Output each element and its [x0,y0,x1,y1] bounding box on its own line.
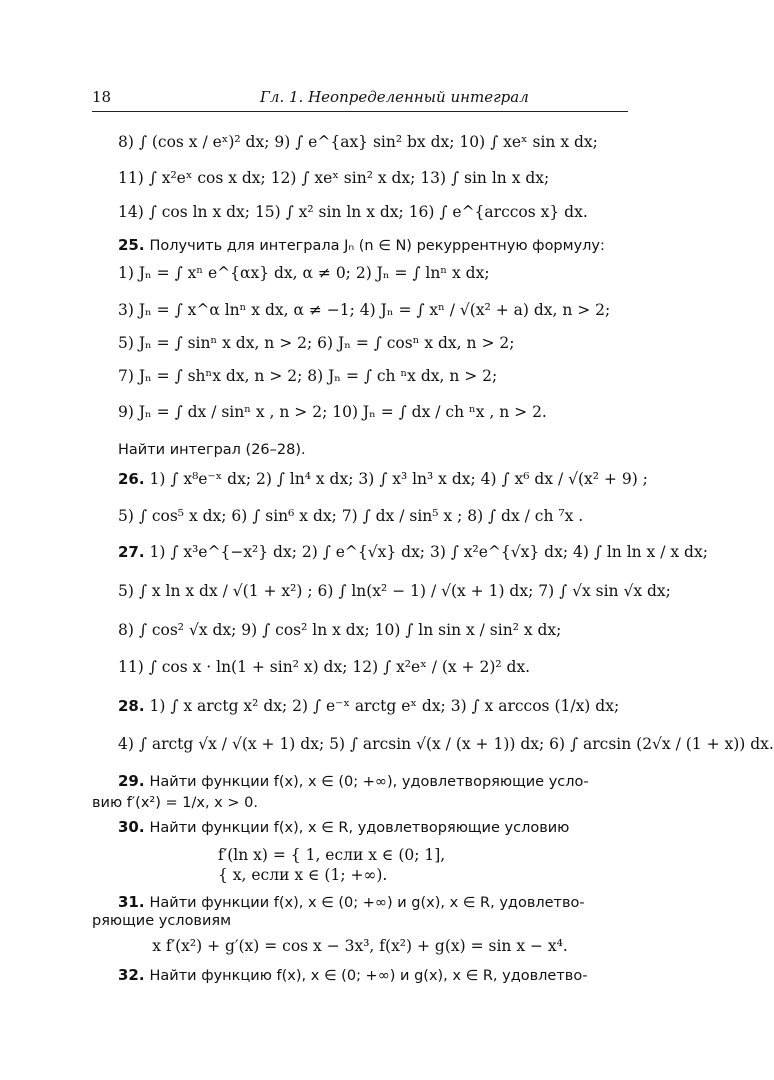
header-rule [92,111,628,112]
problem-text: Найти функцию f(x), x ∈ (0; +∞) и g(x), x ∈ R, удовлетво- [149,968,588,984]
problem-number: 29. [118,772,145,790]
piecewise-case-2: { x, если x ∈ (1; +∞). [218,866,388,884]
problem-formulas: 1) ∫ x³e^{−x²} dx; 2) ∫ e^{√x} dx; 3) ∫ x²e^{√x} dx; 4) ∫ ln ln x / x dx; [149,543,708,561]
problem-formulas: 1) ∫ x arctg x² dx; 2) ∫ e⁻ˣ arctg eˣ dx; 3) ∫ x arccos (1/x) dx; [149,697,620,715]
formula-line-26-5-8: 5) ∫ cos⁵ x dx; 6) ∫ sin⁶ x dx; 7) ∫ dx / sin⁵ x ; 8) ∫ dx / ch ⁷x . [118,507,584,525]
problem-32 [118,966,628,984]
section-instruction: Найти интеграл (26–28). [118,442,306,458]
problem-text: Найти функции f(x), x ∈ R, удовлетворяющие условию [149,820,570,836]
page-number: 18 [92,88,112,106]
formula-line-25-9-10: 9) Jₙ = ∫ dx / sinⁿ x , n > 2; 10) Jₙ = ∫ dx / ch ⁿx , n > 2. [118,403,547,421]
problem-text: Получить для интеграла Jₙ (n ∈ N) рекуррентную формулу: [149,238,605,254]
formula-line-25-1-2: 1) Jₙ = ∫ xⁿ e^{αx} dx, α ≠ 0; 2) Jₙ = ∫ lnⁿ x dx; [118,264,490,282]
running-header [92,88,628,110]
problem-number: 26. [118,470,145,488]
problem-number: 25. [118,236,145,254]
problem-31 [118,893,628,911]
piecewise-case-1: f′(ln x) = { 1, если x ∈ (0; 1], [218,846,446,864]
problem-number: 27. [118,543,145,561]
formula-line-11-13: 11) ∫ x²eˣ cos x dx; 12) ∫ xeˣ sin² x dx; 13) ∫ sin ln x dx; [118,169,550,187]
formula-line-27-5-7: 5) ∫ x ln x dx / √(1 + x²) ; 6) ∫ ln(x² − 1) / √(x + 1) dx; 7) ∫ √x sin √x dx; [118,582,671,600]
problem-text: Найти функции f(x), x ∈ (0; +∞) и g(x), x ∈ R, удовлетво- [149,895,585,911]
problem-number: 32. [118,966,145,984]
chapter-title: Гл. 1. Неопределенный интеграл [260,88,529,106]
problem-number: 31. [118,893,145,911]
problem-26 [118,470,648,488]
formula-line-27-11-12: 11) ∫ cos x · ln(1 + sin² x) dx; 12) ∫ x²eˣ / (x + 2)² dx. [118,658,531,676]
problem-31-continuation: ряющие условиям [92,913,232,929]
formula-line-25-3-4: 3) Jₙ = ∫ x^α lnⁿ x dx, α ≠ −1; 4) Jₙ = ∫ xⁿ / √(x² + a) dx, n > 2; [118,301,611,319]
problem-number: 30. [118,818,145,836]
problem-28 [118,697,628,715]
problem-number: 28. [118,697,145,715]
problem-text: Найти функции f(x), x ∈ (0; +∞), удовлетворяющие усло- [149,774,589,790]
formula-line-27-8-10: 8) ∫ cos² √x dx; 9) ∫ cos² ln x dx; 10) ∫ ln sin x / sin² x dx; [118,621,562,639]
problem-27 [118,543,708,561]
formula-line-25-7-8: 7) Jₙ = ∫ shⁿx dx, n > 2; 8) Jₙ = ∫ ch ⁿx dx, n > 2; [118,367,498,385]
problem-30 [118,818,628,836]
formula-line-25-5-6: 5) Jₙ = ∫ sinⁿ x dx, n > 2; 6) Jₙ = ∫ cosⁿ x dx, n > 2; [118,334,515,352]
formula-line-28-4-6: 4) ∫ arctg √x / √(x + 1) dx; 5) ∫ arcsin √(x / (x + 1)) dx; 6) ∫ arcsin (2√x / (1 + x)) dx. [118,735,774,753]
formula-line-31: x f′(x²) + g′(x) = cos x − 3x³, f(x²) + g(x) = sin x − x⁴. [152,937,568,955]
problem-25 [118,236,628,254]
problem-29 [118,772,628,790]
problem-formulas: 1) ∫ x⁸e⁻ˣ dx; 2) ∫ ln⁴ x dx; 3) ∫ x³ ln³ x dx; 4) ∫ x⁶ dx / √(x² + 9) ; [149,470,648,488]
formula-line-14-16: 14) ∫ cos ln x dx; 15) ∫ x² sin ln x dx; 16) ∫ e^{arccos x} dx. [118,203,588,221]
formula-line-8-10: 8) ∫ (cos x / eˣ)² dx; 9) ∫ e^{ax} sin² bx dx; 10) ∫ xeˣ sin x dx; [118,133,598,151]
problem-29-continuation: вию f′(x²) = 1/x, x > 0. [92,795,258,811]
